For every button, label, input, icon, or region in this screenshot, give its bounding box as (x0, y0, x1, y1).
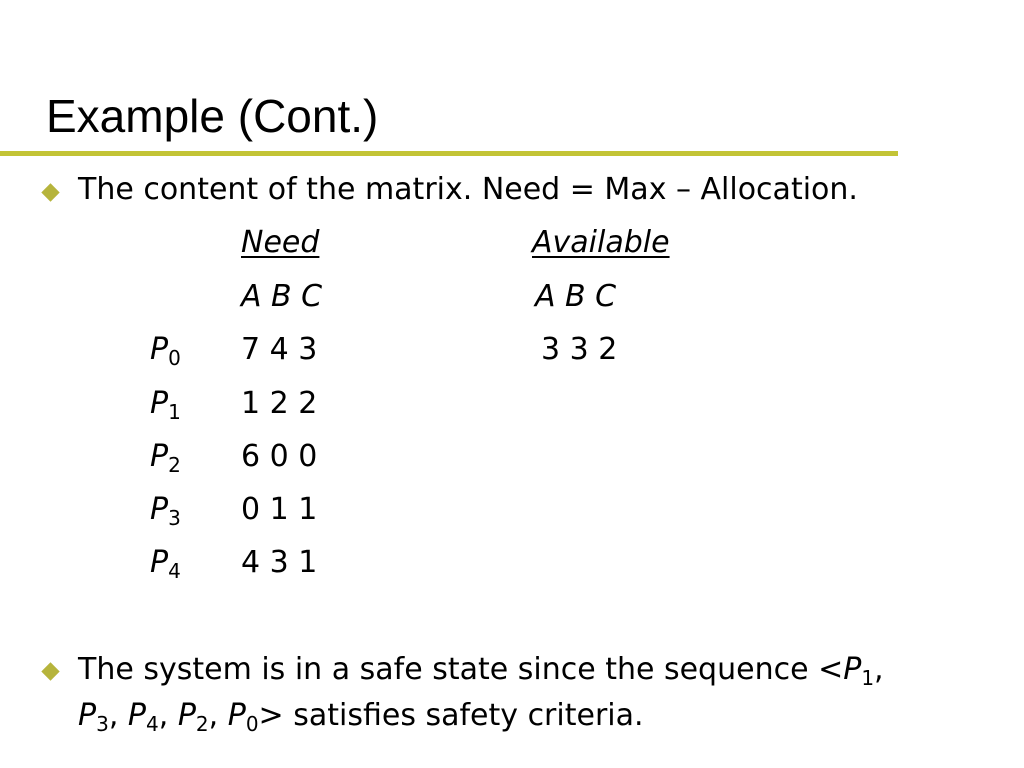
need-row-values: 6 0 0 (241, 439, 318, 474)
bullet-2-line-1: The system is in a safe state since the sequence $<P_1$, (78, 652, 884, 690)
need-row-values: 1 2 2 (241, 386, 318, 421)
need-columns: A B C (241, 279, 323, 314)
diamond-bullet-icon (41, 662, 59, 680)
need-row-values: 0 1 1 (241, 492, 318, 527)
need-row-values: 4 3 1 (241, 545, 318, 580)
process-label: $P_1$ (150, 386, 181, 424)
process-label: $P_2$ (150, 439, 181, 477)
bullet-2-line-2: $P_3$, $P_4$, $P_2$, $P_0>$ satisfies safety criteria. (78, 698, 644, 736)
process-label: $P_0$ (150, 332, 181, 370)
need-header: Need (241, 225, 320, 260)
available-values: 3 3 2 (541, 332, 618, 367)
title-underline-rule (0, 151, 898, 156)
bullet-1-text: The content of the matrix. Need = Max – Allocation. (78, 172, 858, 207)
available-columns: A B C (535, 279, 617, 314)
process-label: $P_4$ (150, 545, 181, 583)
diamond-bullet-icon (41, 183, 59, 201)
process-label: $P_3$ (150, 492, 181, 530)
available-header: Available (532, 225, 670, 260)
slide-title: Example (Cont.) (46, 90, 379, 142)
need-row-values: 7 4 3 (241, 332, 318, 367)
